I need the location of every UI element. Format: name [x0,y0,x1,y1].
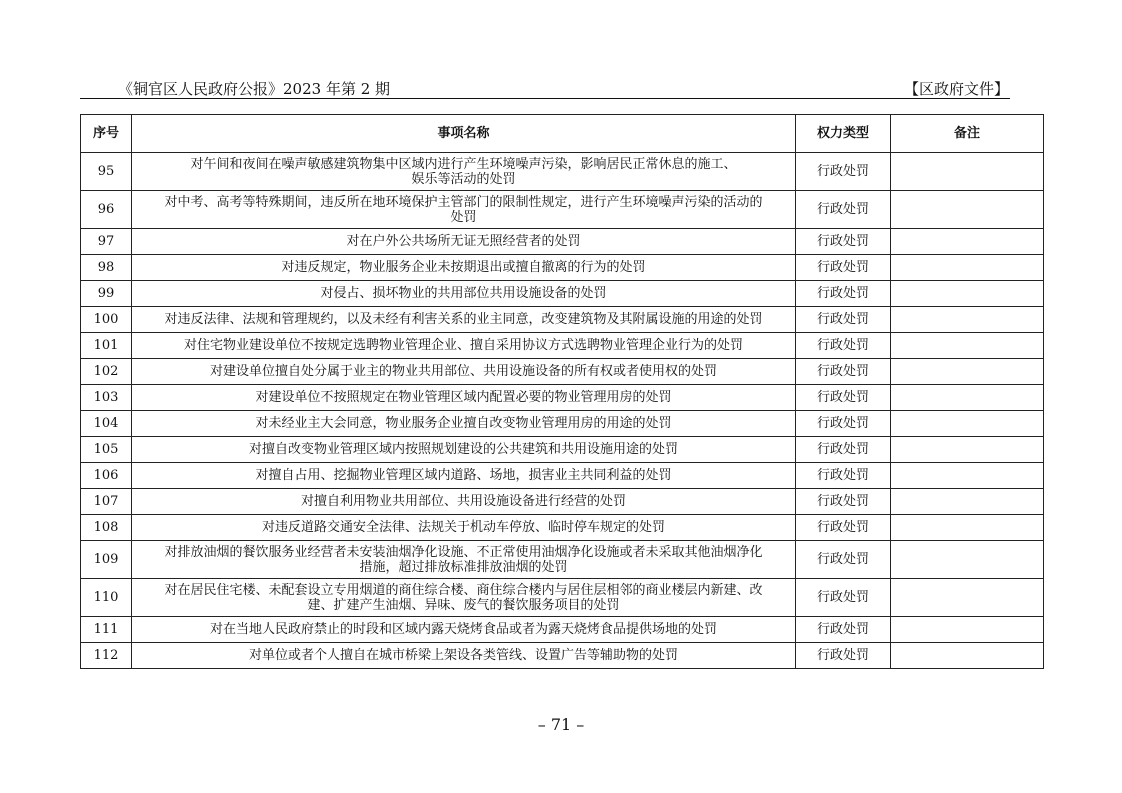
power-type-cell: 行政处罚 [796,411,891,437]
item-name-cell: 对违反规定，物业服务企业未按期退出或擅自撤离的行为的处罚 [132,255,796,281]
number-cell: 98 [81,255,132,281]
remarks-cell [891,385,1044,411]
number-cell: 104 [81,411,132,437]
number-cell: 105 [81,437,132,463]
remarks-cell [891,617,1044,643]
page-number: – 71 – [537,715,585,734]
power-type-cell: 行政处罚 [796,385,891,411]
item-name-cell: 对在户外公共场所无证无照经营者的处罚 [132,229,796,255]
table-row [81,541,1044,579]
header-rule [80,98,1010,99]
item-name-cell: 对排放油烟的餐饮服务业经营者未安装油烟净化设施、不正常使用油烟净化设施或者未采取其他油烟净化 措施，超过排放标准排放油烟的处罚 [132,541,796,579]
item-name-cell: 对擅自占用、挖掘物业管理区域内道路、场地，损害业主共同利益的处罚 [132,463,796,489]
remarks-cell [891,541,1044,579]
table-row [81,359,1044,385]
table-row [81,489,1044,515]
power-type-cell: 行政处罚 [796,541,891,579]
table-row [81,333,1044,359]
number-cell: 106 [81,463,132,489]
number-cell: 107 [81,489,132,515]
number-cell: 100 [81,307,132,333]
section-label: 【区政府文件】 [903,80,1009,98]
table-row [81,153,1044,191]
number-cell: 96 [81,191,132,229]
table-row [81,385,1044,411]
remarks-cell [891,411,1044,437]
remarks-cell [891,579,1044,617]
item-name-cell: 对住宅物业建设单位不按规定选聘物业管理企业、擅自采用协议方式选聘物业管理企业行为的处罚 [132,333,796,359]
table-row [81,617,1044,643]
number-cell: 103 [81,385,132,411]
item-name-cell: 对擅自利用物业共用部位、共用设施设备进行经营的处罚 [132,489,796,515]
remarks-cell [891,281,1044,307]
power-type-cell: 行政处罚 [796,437,891,463]
column-header-power-type: 权力类型 [796,115,891,153]
column-header-item-name: 事项名称 [132,115,796,153]
remarks-cell [891,463,1044,489]
power-type-cell: 行政处罚 [796,579,891,617]
number-cell: 111 [81,617,132,643]
number-cell: 112 [81,643,132,669]
table-row [81,281,1044,307]
table-row [81,229,1044,255]
item-name-cell: 对建设单位擅自处分属于业主的物业共用部位、共用设施设备的所有权或者使用权的处罚 [132,359,796,385]
power-type-cell: 行政处罚 [796,333,891,359]
number-cell: 102 [81,359,132,385]
item-name-cell: 对侵占、损坏物业的共用部位共用设施设备的处罚 [132,281,796,307]
column-header-number: 序号 [81,115,132,153]
table-row [81,307,1044,333]
table-row [81,411,1044,437]
remarks-cell [891,153,1044,191]
number-cell: 101 [81,333,132,359]
item-name-cell: 对在当地人民政府禁止的时段和区域内露天烧烤食品或者为露天烧烤食品提供场地的处罚 [132,617,796,643]
power-type-cell: 行政处罚 [796,463,891,489]
table-header-row [81,115,1044,153]
power-type-cell: 行政处罚 [796,643,891,669]
items-table [80,114,1044,669]
power-type-cell: 行政处罚 [796,191,891,229]
number-cell: 109 [81,541,132,579]
item-name-cell: 对在居民住宅楼、未配套设立专用烟道的商住综合楼、商住综合楼内与居住层相邻的商业楼层内新建、改 建、扩建产生油烟、异味、废气的餐饮服务项目的处罚 [132,579,796,617]
power-type-cell: 行政处罚 [796,255,891,281]
table-row [81,255,1044,281]
power-type-cell: 行政处罚 [796,229,891,255]
item-name-cell: 对违反道路交通安全法律、法规关于机动车停放、临时停车规定的处罚 [132,515,796,541]
table-row [81,515,1044,541]
table-row [81,191,1044,229]
remarks-cell [891,333,1044,359]
item-name-cell: 对擅自改变物业管理区域内按照规划建设的公共建筑和共用设施用途的处罚 [132,437,796,463]
power-type-cell: 行政处罚 [796,153,891,191]
item-name-cell: 对单位或者个人擅自在城市桥梁上架设各类管线、设置广告等辅助物的处罚 [132,643,796,669]
power-type-cell: 行政处罚 [796,307,891,333]
number-cell: 108 [81,515,132,541]
table-row [81,579,1044,617]
remarks-cell [891,359,1044,385]
column-header-remarks: 备注 [891,115,1044,153]
remarks-cell [891,643,1044,669]
remarks-cell [891,515,1044,541]
item-name-cell: 对中考、高考等特殊期间，违反所在地环境保护主管部门的限制性规定，进行产生环境噪声污染的活动的 处罚 [132,191,796,229]
remarks-cell [891,307,1044,333]
table-row [81,463,1044,489]
remarks-cell [891,229,1044,255]
power-type-cell: 行政处罚 [796,281,891,307]
number-cell: 95 [81,153,132,191]
remarks-cell [891,437,1044,463]
remarks-cell [891,191,1044,229]
power-type-cell: 行政处罚 [796,515,891,541]
number-cell: 99 [81,281,132,307]
remarks-cell [891,489,1044,515]
item-name-cell: 对违反法律、法规和管理规约，以及未经有利害关系的业主同意，改变建筑物及其附属设施的用途的处罚 [132,307,796,333]
publication-header: 《铜官区人民政府公报》2023 年第 2 期 [118,80,391,98]
number-cell: 97 [81,229,132,255]
item-name-cell: 对建设单位不按照规定在物业管理区域内配置必要的物业管理用房的处罚 [132,385,796,411]
table-row [81,437,1044,463]
item-name-cell: 对未经业主大会同意，物业服务企业擅自改变物业管理用房的用途的处罚 [132,411,796,437]
remarks-cell [891,255,1044,281]
item-name-cell: 对午间和夜间在噪声敏感建筑物集中区域内进行产生环境噪声污染，影响居民正常休息的施工、 娱乐等活动的处罚 [132,153,796,191]
power-type-cell: 行政处罚 [796,359,891,385]
table-row [81,643,1044,669]
number-cell: 110 [81,579,132,617]
power-type-cell: 行政处罚 [796,489,891,515]
power-type-cell: 行政处罚 [796,617,891,643]
